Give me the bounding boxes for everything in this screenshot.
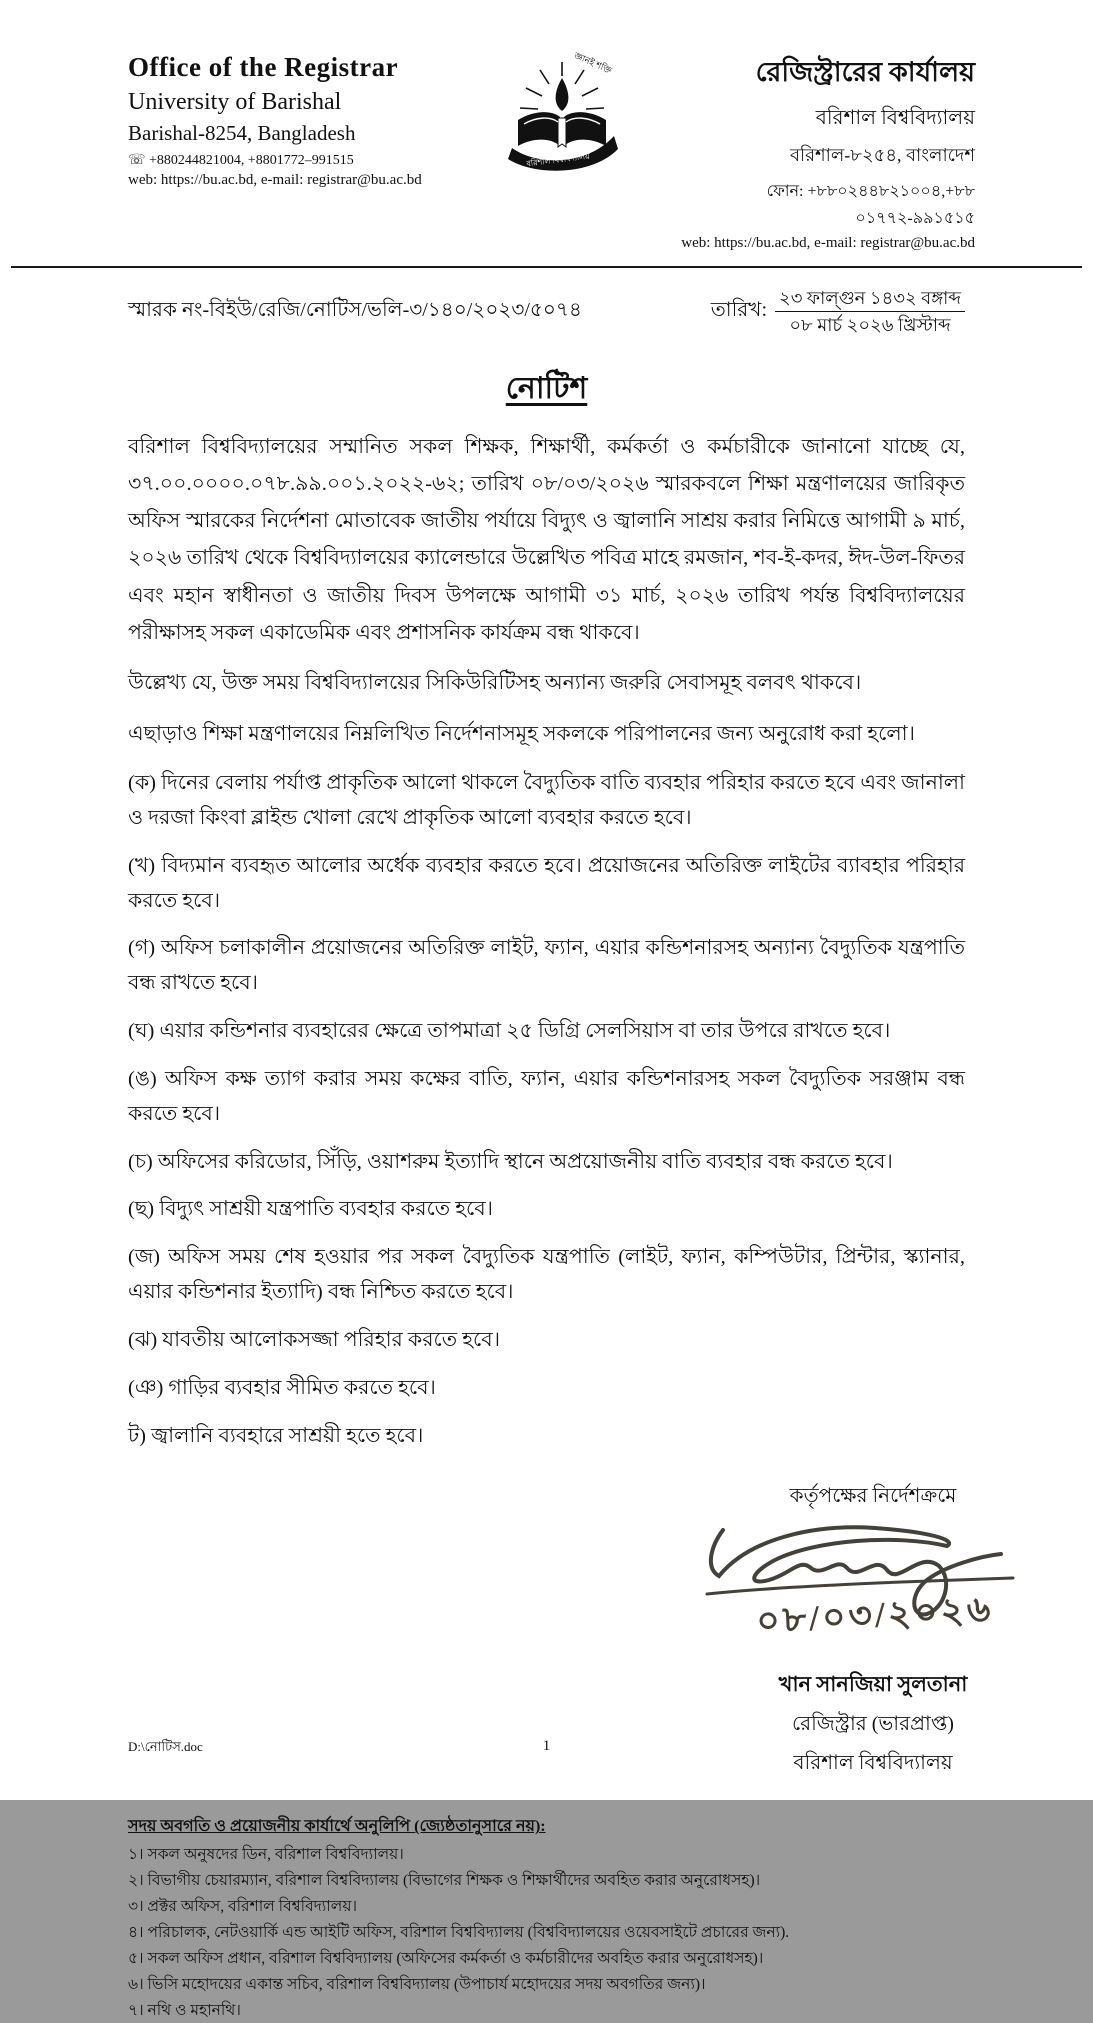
university-name-en: University of Barishal xyxy=(128,89,342,115)
distribution-item: ৭। নথি ও মহানথি। xyxy=(128,2002,241,2020)
file-path: D:\নোটিস.doc xyxy=(128,1739,203,1754)
notice-paragraph: উল্লেখ্য যে, উক্ত সময় বিশ্ববিদ্যালয়ের সিকিউরিটিসহ অন্যান্য জরুরি সেবাসমূহ বলবৎ থাকবে। xyxy=(128,672,862,695)
instruction-item: (ছ) বিদ্যুৎ সাশ্রয়ী যন্ত্রপাতি ব্যবহার করতে হবে। xyxy=(128,1198,493,1221)
office-title-en: Office of the Registrar xyxy=(128,52,399,82)
instruction-item: (ঙ) অফিস কক্ষ ত্যাগ করার সময় কক্ষের বাতি, ফ্যান, এয়ার কন্ডিশনারসহ সকল বৈদ্যুতিক সরঞ্জাম বন্ধ করতে হবে। xyxy=(128,1067,965,1125)
distribution-list xyxy=(0,1781,1093,2023)
instruction-item: (ক) দিনের বেলায় পর্যাপ্ত প্রাকৃতিক আলো থাকলে বৈদ্যুতিক বাতি ব্যবহার পরিহার করতে হবে এবং জানালা ও দরজা কিংবা ব্লাইন্ড খোলা রেখে প্রাকৃতিক আলো ব্যবহার করতে হবে। xyxy=(128,771,965,829)
instruction-item: ট) জ্বালানি ব্যবহারে সাশ্রয়ী হতে হবে। xyxy=(128,1424,424,1447)
notice-title: নোটিশ xyxy=(505,371,588,405)
signature-art xyxy=(713,1516,1033,1666)
letterhead xyxy=(0,0,1093,252)
signatory-designation: রেজিস্ট্রার (ভারপ্রাপ্ত) xyxy=(792,1713,954,1736)
instruction-item: (ঝ) যাবতীয় আলোকসজ্জা পরিহার করতে হবে। xyxy=(128,1328,501,1351)
handwritten-date: ০৮/০৩/২০২৬ xyxy=(755,1589,995,1642)
notice-paragraph: এছাড়াও শিক্ষা মন্ত্রণালয়ের নিম্নলিখিত নির্দেশনাসমূহ সকলকে পরিপালনের জন্য অনুরোধ করা হলো। xyxy=(128,722,915,745)
date-label: তারিখ: xyxy=(710,299,768,322)
seal-banner-text: বরিশাল বিশ্ববিদ্যালয় xyxy=(525,151,590,169)
instruction-item: (চ) অফিসের করিডোর, সিঁড়ি, ওয়াশরুম ইত্যাদি স্থানে অপ্রয়োজনীয় বাতি ব্যবহার বন্ধ করতে হবে। xyxy=(128,1150,893,1173)
distribution-item: ৪। পরিচালক, নেটওয়ার্কি এন্ড আইটি অফিস, বরিশাল বিশ্ববিদ্যালয় (বিশ্ববিদ্যালয়ের ওয়েবসাইটে প্রচারের জন্য). xyxy=(128,1924,790,1942)
distribution-item: ১। সকল অনুষদের ডিন, বরিশাল বিশ্ববিদ্যালয়। xyxy=(128,1846,404,1864)
page-number: 1 xyxy=(542,1738,551,1754)
distribution-heading: সদয় অবগতি ও প্রয়োজনীয় কার্যার্থে অনুলিপি (জ্যেষ্ঠতানুসারে নয়): xyxy=(128,1818,546,1836)
memo-row xyxy=(0,268,1093,338)
seal-motto-text: জ্ঞানই শক্তি xyxy=(572,50,613,76)
university-seal-icon xyxy=(502,50,622,181)
letterhead-english xyxy=(128,52,458,189)
instruction-item: (গ) অফিস চলাকালীন প্রয়োজনের অতিরিক্ত লাইট, ফ্যান, এয়ার কন্ডিশনারসহ অন্যান্য বৈদ্যুতিক যন্ত্রপাতি বন্ধ রাখতে হবে। xyxy=(128,937,965,995)
notice-paragraph: বরিশাল বিশ্ববিদ্যালয়ের সম্মানিত সকল শিক্ষক, শিক্ষার্থী, কর্মকর্তা ও কর্মচারীকে জানানো যাচ্ছে যে, ৩৭.০০.০০০০.০৭৮.৯৯.০০১.২০২২-৬২; তারিখ ০৮/০৩/২০২৬ স্মারকবলে শিক্ষা মন্ত্রণালয়ের জারিকৃত অফিস স্মারকের নির্দেশনা মোতাবেক জাতীয় পর্যায়ে বিদ্যুৎ ও জ্বালানি সাশ্রয় করার নিমিত্তে আগামী ৯ মার্চ, ২০২৬ তারিখ থেকে বিশ্ববিদ্যালয়ের ক্যালেন্ডারে উল্লেখিত পবিত্র মাহে রমজান, শব-ই-কদর, ঈদ-উল-ফিতর এবং মহান স্বাধীনতা ও জাতীয় দিবস উপলক্ষে আগামী ৩১ মার্চ, ২০২৬ তারিখ পর্যন্ত বিশ্ববিদ্যালয়ের পরীক্ষাসহ সকল একাডেমিক এবং প্রশাসনিক কার্যক্রম বন্ধ থাকবে। xyxy=(128,435,965,645)
office-title-bn: রেজিস্ট্রারের কার্যালয় xyxy=(755,57,975,87)
date-fraction xyxy=(775,286,965,338)
instruction-item: (খ) বিদ্যমান ব্যবহৃত আলোর অর্ধেক ব্যবহার করতে হবে। প্রয়োজনের অতিরিক্ত লাইটের ব্যাবহার পরিহার করতে হবে। xyxy=(128,854,965,912)
memo-number: স্মারক নং-বিইউ/রেজি/নোটিস/ভলি-৩/১৪০/২০২৩/৫০৭৪ xyxy=(128,299,582,322)
date-gregorian: ০৮ মার্চ ২০২৬ খ্রিস্টাব্দ xyxy=(789,315,951,336)
distribution-item: ৫। সকল অফিস প্রধান, বরিশাল বিশ্ববিদ্যালয় (অফিসের কর্মকর্তা ও কর্মচারীদের অবহিত করার অনুরোধসহ)। xyxy=(128,1950,764,1968)
by-order-text: কর্তৃপক্ষের নির্দেশক্রমে xyxy=(789,1485,957,1508)
date-block xyxy=(711,286,965,338)
notice-body xyxy=(0,364,1093,1454)
date-bangla-era: ২৩ ফাল্গুন ১৪৩২ বঙ্গাব্দ xyxy=(775,286,965,312)
university-name-bn: বরিশাল বিশ্ববিদ্যালয় xyxy=(815,107,975,129)
phone-bn: ফোন: +৮৮০২৪৪৮২১০০৪,+৮৮ ০১৭৭২-৯৯১৫১৫ xyxy=(766,183,975,227)
signatory-name: খান সানজিয়া সুলতানা xyxy=(778,1672,968,1697)
instruction-item: (ঞ) গাড়ির ব্যবহার সীমিত করতে হবে। xyxy=(128,1376,436,1399)
signatory-organization: বরিশাল বিশ্ববিদ্যালয় xyxy=(793,1752,953,1775)
address-en: Barishal-8254, Bangladesh xyxy=(128,121,356,145)
web-email-en: web: https://bu.ac.bd, e-mail: registrar@bu.ac.bd xyxy=(128,172,422,188)
distribution-item: ৬। ভিসি মহোদয়ের একান্ত সচিব, বরিশাল বিশ্ববিদ্যালয় (উপাচার্য মহোদয়ের সদয় অবগতির জন্য)। xyxy=(128,1976,706,1994)
signature-block xyxy=(713,1481,1033,1781)
instruction-item: (ঘ) এয়ার কন্ডিশনার ব্যবহারের ক্ষেত্রে তাপমাত্রা ২৫ ডিগ্রি সেলসিয়াস বা তার উপরে রাখতে হবে। xyxy=(128,1020,891,1043)
phone-en: ☏ +880244821004, +8801772–991515 xyxy=(128,153,354,168)
distribution-item: ৩। প্রক্টর অফিস, বরিশাল বিশ্ববিদ্যালয়। xyxy=(128,1898,357,1916)
letterhead-bangla xyxy=(665,52,975,252)
address-bn: বরিশাল-৮২৫৪, বাংলাদেশ xyxy=(789,145,975,165)
instruction-item: (জ) অফিস সময় শেষ হওয়ার পর সকল বৈদ্যুতিক যন্ত্রপাতি (লাইট, ফ্যান, কম্পিউটার, প্রিন্টার, স্ক্যানার, এয়ার কন্ডিশনার ইত্যাদি) বন্ধ নিশ্চিত করতে হবে। xyxy=(128,1246,965,1304)
web-email-bn: web: https://bu.ac.bd, e-mail: registrar@bu.ac.bd xyxy=(681,235,975,251)
distribution-item: ২। বিভাগীয় চেয়ারম্যান, বরিশাল বিশ্ববিদ্যালয় (বিভাগের শিক্ষক ও শিক্ষার্থীদের অবহিত করার অনুরোধসহ)। xyxy=(128,1872,761,1890)
page-footer xyxy=(128,1738,965,1758)
